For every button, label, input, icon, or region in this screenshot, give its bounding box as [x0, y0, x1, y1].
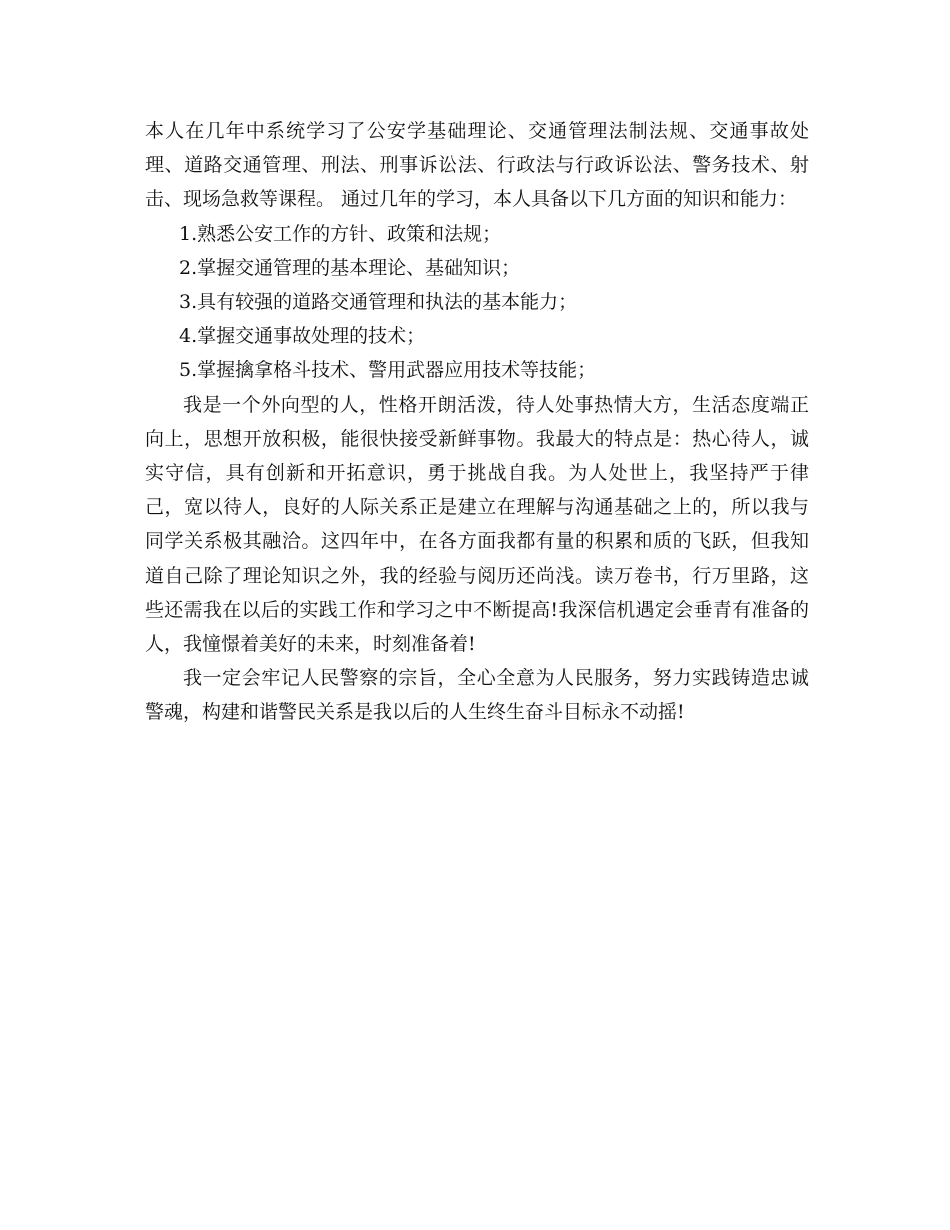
list-item: 1.熟悉公安工作的方针、政策和法规； — [179, 222, 502, 245]
list-item: 3.具有较强的道路交通管理和执法的基本能力； — [179, 291, 578, 314]
list-item: 2.掌握交通管理的基本理论、基础知识； — [179, 256, 521, 279]
personality-paragraph: 我是一个外向型的人，性格开朗活泼，待人处事热情大方，生活态度端正向上，思想开放积极，能很快接受新鲜事物。我最大的特点是：热心待人，诚实守信，具有创新和开拓意识，勇于挑战自我。为人处世上，我坚持严于律己，宽以待人，良好的人际关系正是建立在理解与沟通基础之上的，所以我与同学关系极其融洽。这四年中，在各方面我都有量的积累和质的飞跃，但我知道自己除了理论知识之外，我的经验与阅历还尚浅。读万卷书，行万里路，这些还需我在以后的实践工作和学习之中不断提高!我深信机遇定会垂青有准备的人，我憧憬着美好的未来，时刻准备着! — [145, 393, 809, 656]
intro-paragraph: 本人在几年中系统学习了公安学基础理论、交通管理法制法规、交通事故处理、道路交通管理、刑法、刑事诉讼法、行政法与行政诉讼法、警务技术、射击、现场急救等课程。 通过几年的学习，本人具备以下几方面的知识和能力： — [145, 120, 809, 211]
list-item: 4.掌握交通事故处理的技术； — [179, 325, 426, 348]
list-item: 5.掌握擒拿格斗技术、警用武器应用技术等技能； — [179, 359, 597, 382]
closing-paragraph: 我一定会牢记人民警察的宗旨，全心全意为人民服务，努力实践铸造忠诚警魂，构建和谐警民关系是我以后的人生终生奋斗目标永不动摇! — [145, 667, 809, 724]
abilities-list — [145, 217, 809, 388]
document-body — [145, 114, 809, 730]
